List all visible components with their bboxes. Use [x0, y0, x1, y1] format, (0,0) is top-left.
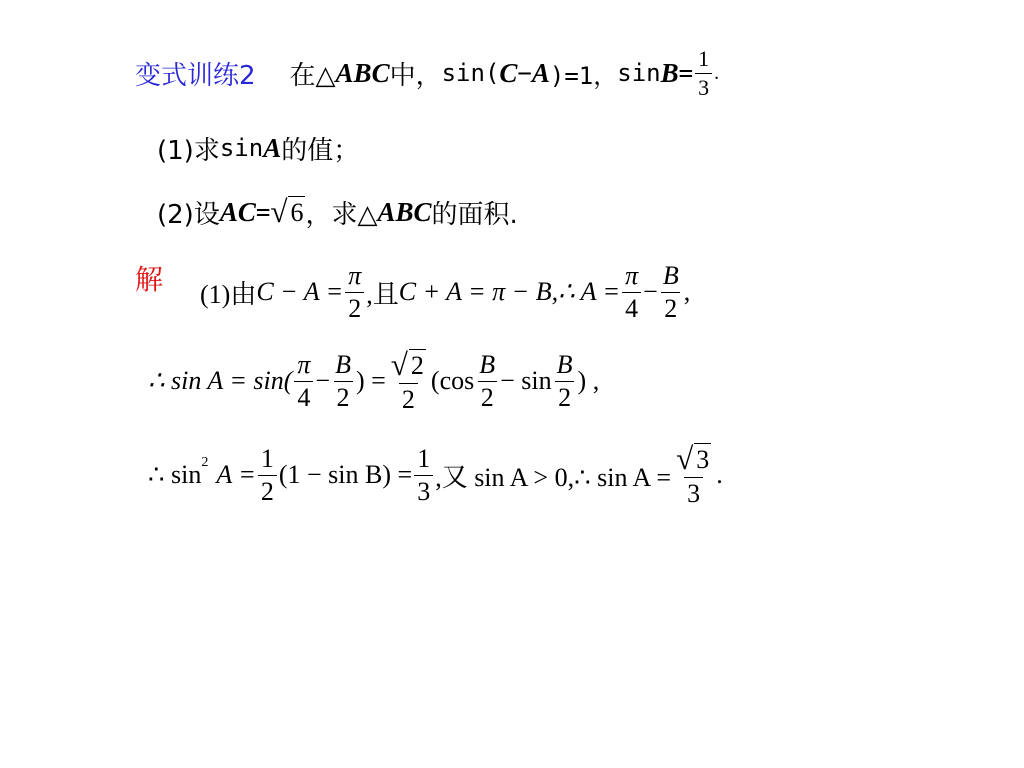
radical-sign: √ [270, 193, 288, 229]
part1-sin-word: sin [219, 134, 264, 162]
problem-cond2-end: . [714, 61, 720, 84]
part2-triangle: ABC [377, 196, 432, 227]
line1-minus: − [643, 277, 658, 306]
solution-label: 解 [135, 263, 164, 296]
problem-sin-word: sin [441, 59, 485, 87]
part2-eq: = [255, 198, 271, 226]
fraction-denominator: 3 [695, 73, 712, 99]
part2-sqrt-six [270, 193, 305, 229]
line3-p2: A = [216, 460, 256, 489]
problem-line [135, 40, 719, 106]
fraction-numerator: B [556, 350, 573, 380]
line2-frac-pi-4 [294, 351, 313, 411]
line3-frac-1-2 [258, 445, 277, 505]
line3-p1: ∴ sin [148, 460, 202, 489]
fraction-denominator: 2 [661, 292, 680, 322]
fraction-numerator: π [297, 350, 311, 380]
problem-cond1-var-c: C [499, 57, 518, 88]
solution-line-1 [200, 252, 690, 332]
fraction-numerator: 1 [260, 444, 274, 474]
problem-cond1-open: ( [484, 59, 500, 87]
part2-mid: ，求△ [305, 199, 378, 230]
solution-line-2 [148, 340, 599, 422]
fraction-denominator: 2 [478, 381, 497, 411]
radicand: 3 [696, 444, 710, 474]
line1-cpa: C + A = π − B,∴ A = [398, 277, 621, 306]
line2-frac-b-2-cos [476, 351, 498, 411]
radicand: 2 [410, 350, 424, 380]
problem-triangle: ABC [335, 57, 390, 88]
problem-cond2-var: B [660, 57, 679, 88]
part1-line [157, 128, 359, 168]
problem-label: 变式训练2 [135, 60, 256, 91]
problem-fraction-one-third [695, 47, 712, 98]
line1-p2: ,且 [366, 279, 399, 309]
part2-line [157, 190, 518, 234]
line2-frac-sqrt2-2 [388, 346, 429, 414]
radical-sign: √ [676, 440, 694, 476]
fraction-numerator: B [662, 261, 679, 291]
line2-p4: − sin [500, 366, 552, 395]
line2-p3: (cos [430, 366, 475, 395]
fraction-denominator: 2 [334, 381, 353, 411]
fraction-numerator: B [479, 350, 496, 380]
line2-frac-b-2 [332, 351, 354, 411]
sqrt-three [676, 440, 711, 476]
line3-p3: (1 − sin B) = [278, 460, 413, 489]
line1-ca: C − A = [256, 277, 344, 306]
line3-frac-1-3 [414, 445, 433, 505]
part2-tail: 的面积. [431, 199, 518, 230]
line2-p1: ∴ sin A = sin( [148, 366, 293, 395]
line1-p1: (1)由 [200, 279, 257, 309]
fraction-denominator: 4 [622, 292, 641, 322]
fraction-numerator [388, 346, 429, 383]
line1-end: , [683, 277, 691, 306]
problem-cond2-eq: = [678, 59, 694, 87]
part1-label: (1)求 [157, 135, 220, 166]
part2-label: (2)设 [157, 199, 220, 230]
fraction-denominator: 2 [555, 381, 574, 411]
part2-var: AC [219, 196, 256, 227]
line1-frac-pi-2 [345, 262, 364, 322]
problem-intro-prefix: 在△ [289, 60, 336, 91]
problem-cond1-var-a: A [531, 57, 550, 88]
line3-p4: ,又 sin A > 0,∴ sin A = [435, 462, 672, 492]
fraction-denominator: 2 [399, 383, 418, 413]
radicand: 6 [290, 197, 304, 227]
line2-minus: − [315, 366, 331, 395]
line1-frac-b-2 [660, 262, 682, 322]
line3-frac-sqrt3-3 [673, 440, 714, 508]
fraction-denominator: 2 [258, 475, 277, 505]
fraction-denominator: 3 [414, 475, 433, 505]
line2-frac-b-2-sin [554, 351, 576, 411]
fraction-numerator: 1 [417, 444, 431, 474]
problem-cond1-minus: − [517, 59, 532, 87]
solution-line-3 [148, 432, 723, 518]
fraction-denominator: 2 [345, 292, 364, 322]
fraction-numerator [673, 440, 714, 477]
fraction-numerator: π [625, 261, 639, 291]
fraction-denominator: 3 [684, 477, 703, 507]
fraction-numerator: π [348, 261, 362, 291]
line2-p2: ) = [355, 366, 386, 395]
line2-end: ) , [577, 366, 600, 395]
fraction-denominator: 4 [294, 381, 313, 411]
radical-sign: √ [390, 346, 408, 382]
line1-frac-pi-4 [622, 262, 641, 322]
line3-sup: 2 [201, 455, 209, 470]
fraction-numerator: 1 [698, 46, 710, 72]
problem-cond1-close: )=1， [549, 61, 618, 90]
problem-sin-word2: sin [617, 59, 661, 87]
fraction-numerator: B [335, 350, 351, 380]
sqrt-two [390, 346, 426, 382]
line3-end: . [716, 460, 723, 489]
problem-intro-mid: 中， [389, 60, 442, 91]
part1-tail: 的值； [281, 135, 360, 166]
part1-var: A [263, 132, 282, 163]
